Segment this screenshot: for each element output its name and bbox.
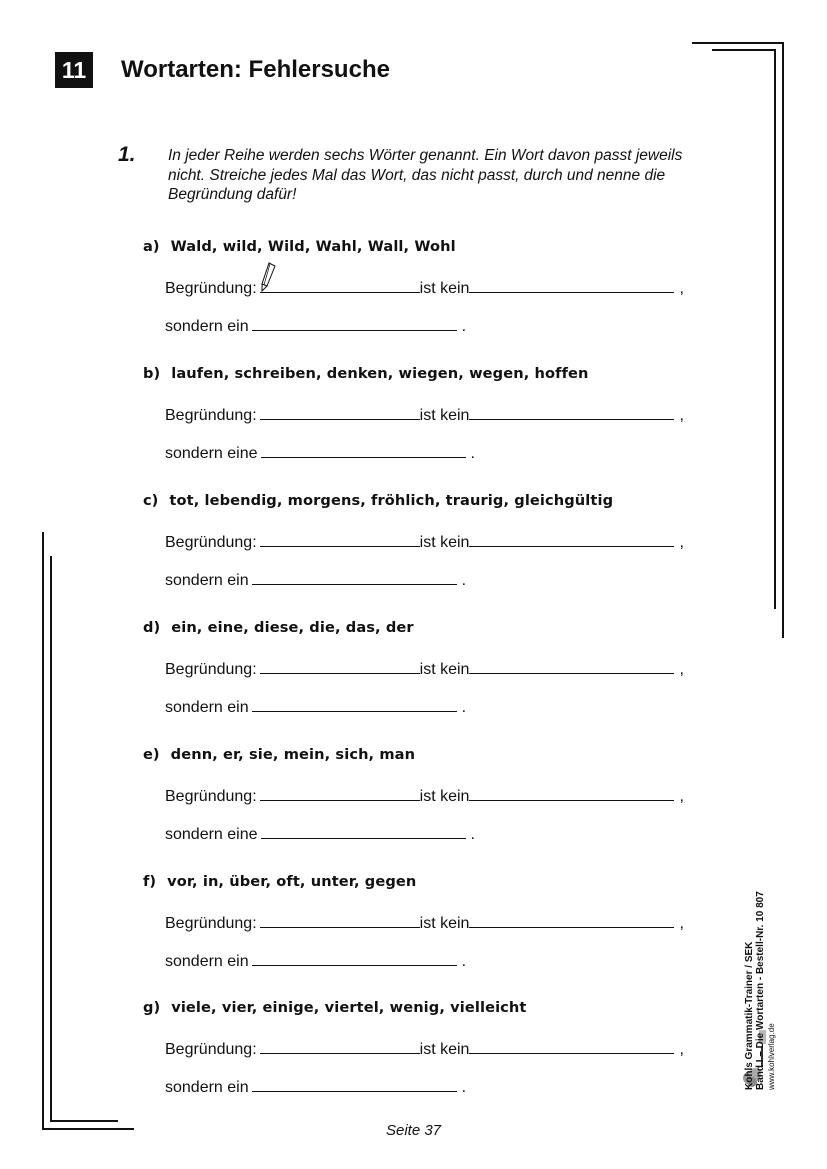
is-not-label: ist kein: [419, 280, 470, 297]
answer-blank-actual-category[interactable]: [252, 568, 457, 585]
chapter-number: 11: [61, 56, 87, 83]
item-heading: [143, 999, 527, 1016]
but-line: [165, 1075, 466, 1097]
item-word-list[interactable]: tot, lebendig, morgens, fröhlich, traurig, gleichgültig: [169, 492, 614, 509]
imprint-volume: Band I – Die Wortarten - Bestell-Nr. 10 807: [755, 891, 766, 1090]
period-mark: .: [461, 1079, 467, 1096]
item-word-list[interactable]: Wald, wild, Wild, Wahl, Wall, Wohl: [170, 238, 456, 255]
is-not-label: ist kein: [419, 788, 470, 805]
item-heading: [143, 873, 416, 890]
but-line: [165, 822, 475, 844]
answer-blank-actual-category[interactable]: [261, 822, 466, 839]
item-word-list[interactable]: laufen, schreiben, denken, wiegen, wegen, hoffen: [171, 365, 589, 382]
reason-line: [165, 657, 684, 679]
item-word-list[interactable]: viele, vier, einige, viertel, wenig, vielleicht: [171, 999, 527, 1016]
item-letter: b): [143, 365, 161, 382]
but-label: sondern ein: [165, 572, 249, 589]
period-mark: .: [470, 445, 475, 462]
reason-label: Begründung:: [165, 407, 257, 424]
item-heading: [143, 492, 613, 509]
exercise-item-a: [0, 238, 827, 365]
item-heading: [143, 746, 415, 763]
item-letter: e): [143, 746, 160, 763]
reason-line: [165, 530, 684, 552]
but-label: sondern ein: [165, 699, 249, 716]
period-mark: .: [470, 826, 475, 843]
answer-blank-word[interactable]: [260, 657, 420, 674]
but-line: [165, 568, 466, 590]
but-line: [165, 949, 466, 971]
imprint-series: Kohls Grammatik-Trainer / SEK: [744, 941, 755, 1090]
period-mark: .: [461, 953, 467, 970]
reason-line: [165, 784, 684, 806]
comma-mark: ,: [679, 280, 684, 297]
frame-line-top-outer: [692, 42, 784, 44]
frame-line-top-inner: [712, 49, 776, 51]
period-mark: .: [461, 572, 467, 589]
answer-blank-word[interactable]: [260, 403, 420, 420]
answer-blank-actual-category[interactable]: [252, 949, 457, 966]
page-title: Wortarten: Fehlersuche: [121, 56, 390, 83]
but-label: sondern ein: [165, 318, 249, 335]
is-not-label: ist kein: [419, 1041, 470, 1058]
answer-blank-category[interactable]: [469, 403, 674, 420]
comma-mark: ,: [679, 1041, 684, 1058]
is-not-label: ist kein: [419, 915, 470, 932]
answer-blank-word[interactable]: [260, 1037, 420, 1054]
reason-label: Begründung:: [165, 280, 257, 297]
reason-line: [165, 1037, 684, 1059]
item-heading: [143, 238, 456, 255]
answer-blank-category[interactable]: [469, 657, 674, 674]
reason-label: Begründung:: [165, 788, 257, 805]
item-word-list[interactable]: denn, er, sie, mein, sich, man: [170, 746, 416, 763]
exercise-item-c: [0, 492, 827, 619]
exercise-item-b: [0, 365, 827, 492]
but-line: [165, 695, 466, 717]
period-mark: .: [461, 699, 467, 716]
exercise-item-g: [0, 999, 827, 1126]
but-line: [165, 314, 466, 336]
answer-blank-category[interactable]: [469, 784, 674, 801]
item-word-list[interactable]: ein, eine, diese, die, das, der: [171, 619, 414, 636]
but-label: sondern eine: [165, 826, 258, 843]
page-number: Seite 37: [385, 1122, 442, 1139]
item-letter: c): [143, 492, 159, 509]
is-not-label: ist kein: [419, 534, 470, 551]
reason-label: Begründung:: [165, 915, 257, 932]
answer-blank-word[interactable]: [260, 276, 420, 293]
exercise-item-e: [0, 746, 827, 873]
imprint-website: www.kohlverlag.de: [767, 1023, 776, 1090]
answer-blank-actual-category[interactable]: [252, 1075, 457, 1092]
exercise-item-d: [0, 619, 827, 746]
but-line: [165, 441, 475, 463]
comma-mark: ,: [679, 407, 684, 424]
answer-blank-actual-category[interactable]: [261, 441, 466, 458]
item-letter: g): [143, 999, 161, 1016]
comma-mark: ,: [679, 915, 684, 932]
item-heading: [143, 365, 589, 382]
answer-blank-actual-category[interactable]: [252, 314, 457, 331]
answer-blank-word[interactable]: [260, 784, 420, 801]
item-letter: f): [143, 873, 157, 890]
answer-blank-category[interactable]: [469, 1037, 674, 1054]
period-mark: .: [461, 318, 467, 335]
answer-blank-category[interactable]: [469, 911, 674, 928]
item-letter: a): [143, 238, 160, 255]
answer-blank-actual-category[interactable]: [252, 695, 457, 712]
publisher-imprint: [744, 790, 777, 1090]
item-letter: d): [143, 619, 161, 636]
reason-line: [165, 403, 684, 425]
item-word-list[interactable]: vor, in, über, oft, unter, gegen: [167, 873, 417, 890]
chapter-number-badge: [55, 52, 93, 88]
comma-mark: ,: [679, 661, 684, 678]
but-label: sondern ein: [165, 1079, 249, 1096]
is-not-label: ist kein: [419, 407, 470, 424]
but-label: sondern eine: [165, 445, 258, 462]
answer-blank-category[interactable]: [469, 276, 674, 293]
is-not-label: ist kein: [419, 661, 470, 678]
item-heading: [143, 619, 414, 636]
answer-blank-category[interactable]: [469, 530, 674, 547]
reason-label: Begründung:: [165, 534, 257, 551]
reason-label: Begründung:: [165, 661, 257, 678]
reason-line: [165, 911, 684, 933]
exercise-item-f: [0, 873, 827, 1000]
reason-line: [165, 276, 684, 298]
task-number: 1.: [118, 143, 136, 166]
answer-blank-word[interactable]: [260, 530, 420, 547]
comma-mark: ,: [679, 788, 684, 805]
comma-mark: ,: [679, 534, 684, 551]
task-instructions: In jeder Reihe werden sechs Wörter genannt. Ein Wort davon passt jeweils nicht. Streiche jedes Mal das Wort, das nicht passt, durch und nenne die Begründung dafür!: [168, 147, 683, 203]
reason-label: Begründung:: [165, 1041, 257, 1058]
but-label: sondern ein: [165, 953, 249, 970]
answer-blank-word[interactable]: [260, 911, 420, 928]
